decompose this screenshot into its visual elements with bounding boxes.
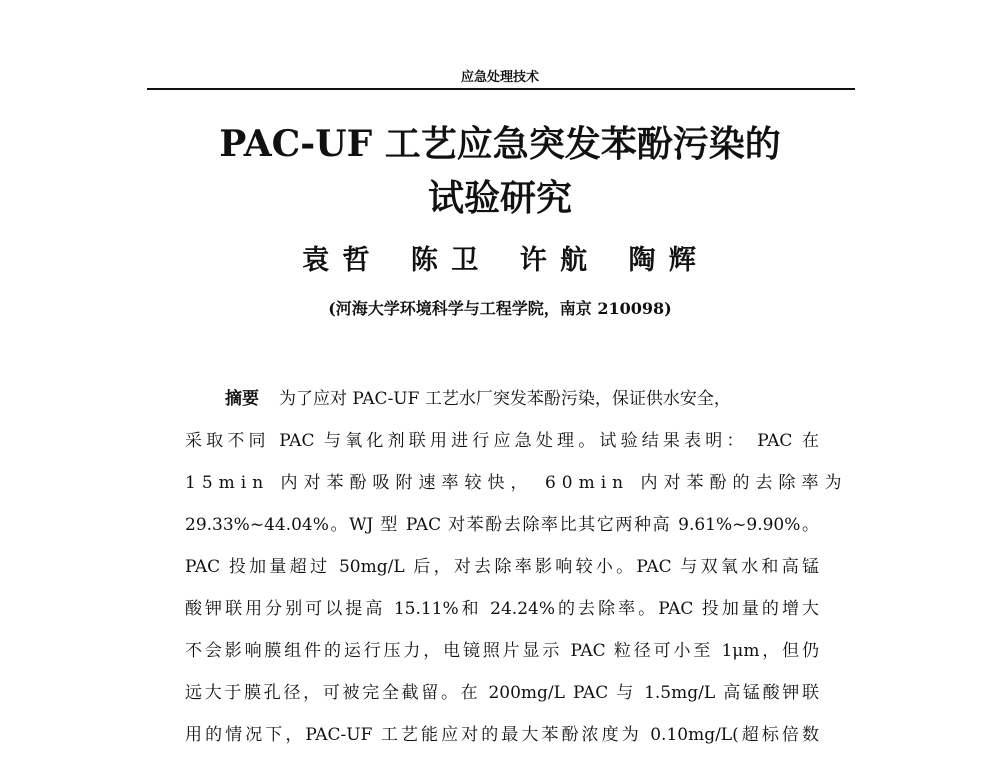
- author-affiliation: (河海大学环境科学与工程学院，南京 210098): [328, 299, 672, 318]
- paper-title: [0, 117, 1000, 225]
- title-line-2: 试验研究: [427, 177, 572, 219]
- running-head: 应急处理技术: [460, 70, 539, 85]
- abstract-block: [185, 378, 848, 756]
- abstract-line: 29.33%~44.04%。WJ 型 PAC 对苯酚去除率比其它两种高 9.61%~9.90%。: [185, 515, 819, 535]
- abstract-line: 15min 内对苯酚吸附速率较快， 60min 内对苯酚的去除率为: [185, 473, 848, 493]
- abstract-line: [185, 378, 819, 420]
- author-list: [0, 238, 1000, 277]
- abstract-text: 为了应对 PAC-UF 工艺水厂突发苯酚污染，保证供水安全，: [279, 389, 731, 409]
- abstract-line: 采取不同 PAC 与氧化剂联用进行应急处理。试验结果表明： PAC 在: [185, 431, 819, 451]
- abstract-label: 摘要: [225, 389, 259, 409]
- author-name: 许 航: [519, 245, 590, 276]
- abstract-line: 不会影响膜组件的运行压力，电镜照片显示 PAC 粒径可小至 1μm，但仍: [185, 641, 819, 661]
- abstract-line: 用的情况下，PAC-UF 工艺能应对的最大苯酚浓度为 0.10mg/L(超标倍数: [185, 725, 819, 745]
- title-line-1: PAC-UF 工艺应急突发苯酚污染的: [219, 123, 781, 165]
- author-name: 陶 辉: [628, 245, 698, 276]
- author-name: 袁 哲: [302, 245, 372, 276]
- author-name: 陈 卫: [410, 245, 481, 276]
- abstract-line: 酸钾联用分别可以提高 15.11%和 24.24%的去除率。PAC 投加量的增大: [185, 599, 819, 619]
- abstract-line: 远大于膜孔径，可被完全截留。在 200mg/L PAC 与 1.5mg/L 高锰酸钾联: [185, 683, 819, 703]
- header-rule: [147, 88, 855, 90]
- abstract-line: PAC 投加量超过 50mg/L 后，对去除率影响较小。PAC 与双氧水和高锰: [185, 557, 819, 577]
